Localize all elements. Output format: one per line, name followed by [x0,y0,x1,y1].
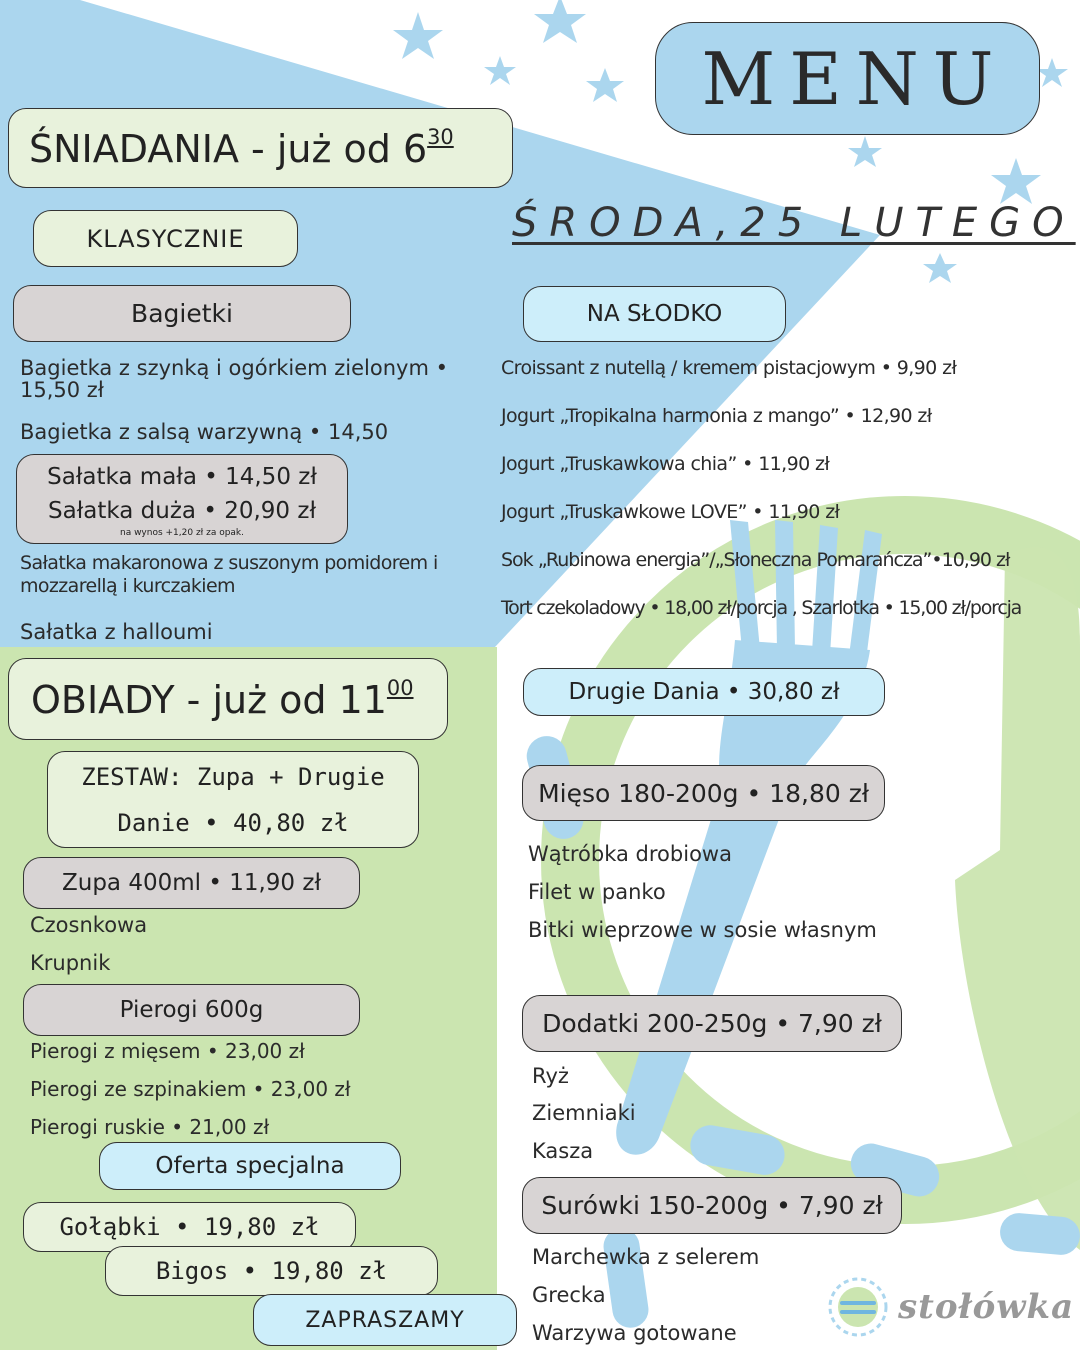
sweet-label-box [523,286,786,342]
pierogi-item: Pierogi ze szpinakiem • 23,00 zł [30,1077,351,1101]
set-menu-line1: ZESTAW: Zupa + Drugie [81,762,385,791]
pierogi-item: Pierogi z mięsem • 23,00 zł [30,1039,305,1063]
special-offer-box [99,1142,401,1190]
invite-label: ZAPRASZAMY [305,1307,465,1333]
classic-label: KLASYCZNIE [86,224,245,253]
logo [826,1275,1076,1340]
sweet-item: Jogurt „Tropikalna harmonia z mango” • 12,90 zł [501,405,932,427]
sweet-item: Jogurt „Truskawkowe LOVE” • 11,90 zł [501,501,840,523]
baguettes-label-box [13,285,351,342]
baguettes-label: Bagietki [131,299,233,328]
lunch-title-time-sup: 00 [386,676,414,701]
sweet-item: Tort czekoladowy • 18,00 zł/porcja , Szarlotka • 15,00 zł/porcja [501,597,1022,619]
menu-title: MENU [701,36,1008,121]
halloumi-salad: Sałatka z halloumi [20,620,213,644]
meat-label-box [522,765,885,821]
baguette-item-1-price: 15,50 zł [20,378,104,402]
breakfast-title [29,125,454,171]
set-menu-box [47,751,419,848]
date-heading [512,200,1076,246]
sweet-label: NA SŁODKO [586,301,723,327]
special-item-1: Gołąbki • 19,80 zł [59,1213,320,1241]
special-item-2: Bigos • 19,80 zł [155,1257,388,1285]
salad-side-item: Marchewka z selerem [532,1245,760,1269]
sweet-item: Sok „Rubinowa energia”/„Słoneczna Pomarańcza”•10,90 zł [501,549,1010,571]
soup-item: Czosnkowa [30,913,148,937]
baguette-item-1: Bagietka z szynką i ogórkiem zielonym • [20,356,448,380]
salad-box [16,454,348,544]
classic-label-box [33,210,298,267]
mains-label: Drugie Dania • 30,80 zł [568,679,840,705]
soup-label-box [23,857,360,909]
meat-item: Filet w panko [528,880,666,904]
mains-label-box [523,668,885,716]
special-item-2-box [105,1246,438,1296]
sweet-item: Croissant z nutellą / kremem pistacjowym • 9,90 zł [501,357,957,379]
pierogi-item: Pierogi ruskie • 21,00 zł [30,1115,270,1139]
pierogi-label-box [23,984,360,1036]
salad-side-item: Grecka [532,1283,606,1307]
breakfast-title-box [8,108,513,188]
lunch-title-box [8,658,448,740]
salad-side-item: Warzywa gotowane [532,1321,737,1345]
date-text: ŚRODA,25 LUTEGO [512,200,1076,246]
special-offer-label: Oferta specjalna [155,1153,345,1179]
soup-label: Zupa 400ml • 11,90 zł [62,870,321,896]
invite-box [253,1294,517,1346]
breakfast-title-time-sup: 30 [427,125,454,150]
menu-title-box [655,22,1040,135]
special-item-1-box [23,1202,356,1252]
meat-item: Bitki wieprzowe w sosie własnym [528,918,877,942]
pasta-salad: Sałatka makaronowa z suszonym pomidorem i [20,552,438,574]
lunch-title-text: OBIADY - już od 11 [31,677,387,722]
lunch-title [31,676,414,722]
soup-item: Krupnik [30,951,111,975]
takeaway-note: na wynos +1,20 zł za opak. [119,528,245,538]
baguette-item-2: Bagietka z salsą warzywną • 14,50 [20,420,389,444]
side-item: Ryż [532,1064,569,1088]
breakfast-title-text: ŚNIADANIA - już od 6 [29,126,428,171]
salads-label: Surówki 150-200g • 7,90 zł [541,1191,883,1220]
sweet-item: Jogurt „Truskawkowa chia” • 11,90 zł [501,453,830,475]
plate-cutlery-icon [826,1275,891,1340]
meat-label: Mięso 180-200g • 18,80 zł [538,778,869,808]
pierogi-label: Pierogi 600g [119,997,264,1023]
side-item: Ziemniaki [532,1101,636,1125]
sides-label-box [522,995,902,1052]
sides-label: Dodatki 200-250g • 7,90 zł [542,1009,882,1038]
salad-small: Sałatka mała • 14,50 zł [47,464,317,490]
salads-label-box [522,1177,902,1234]
set-menu-line2: Danie • 40,80 zł [117,808,349,837]
pasta-salad-line2: mozzarellą i kurczakiem [20,575,235,597]
salad-large: Sałatka duża • 20,90 zł [48,498,316,524]
meat-item: Wątróbka drobiowa [528,842,732,866]
side-item: Kasza [532,1139,594,1163]
logo-text: stołówka [898,1287,1075,1327]
